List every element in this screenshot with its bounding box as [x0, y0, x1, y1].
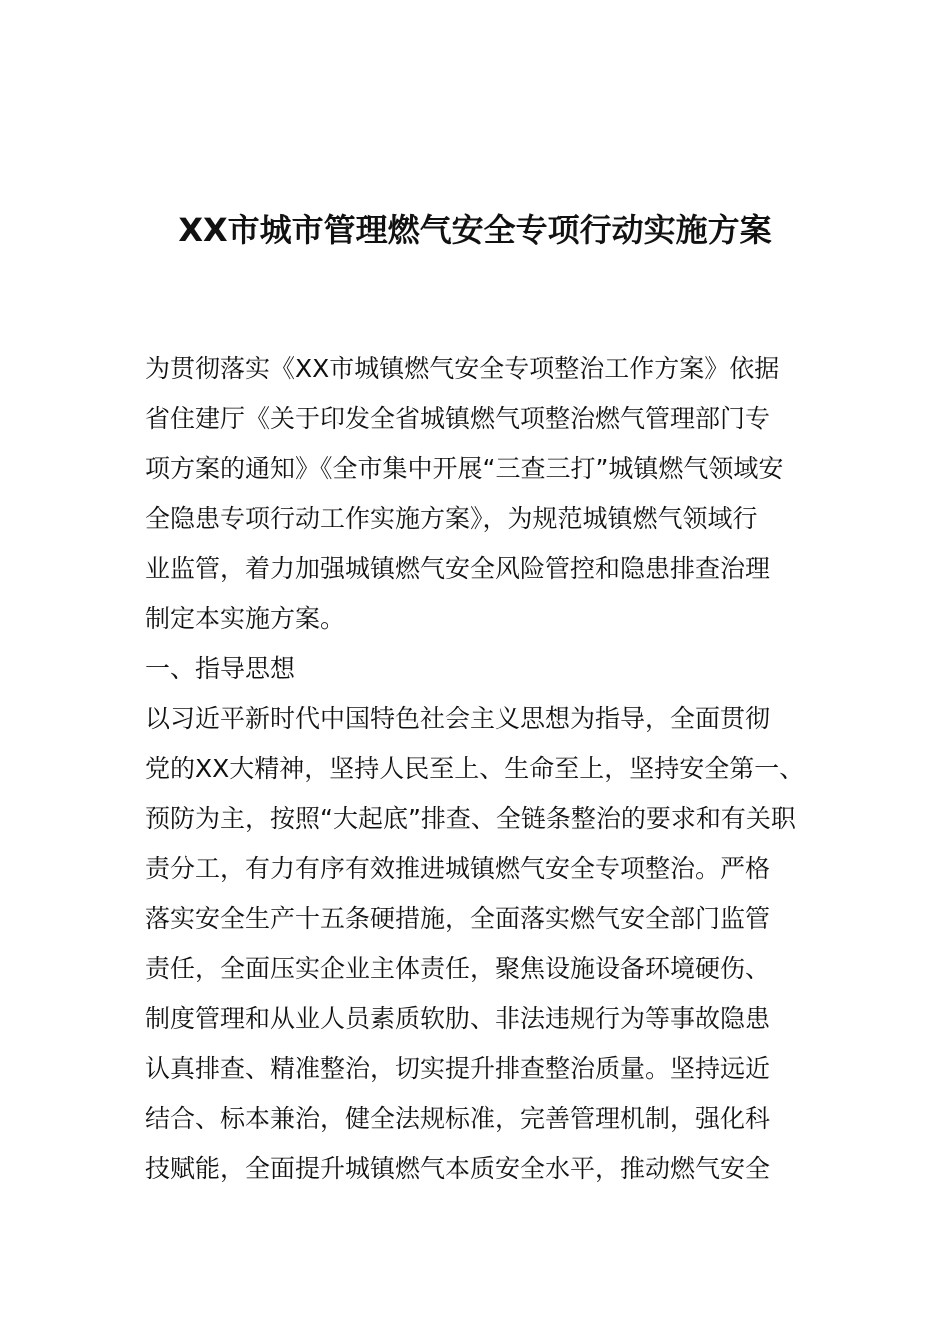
paragraph-line: 制定本实施方案。	[145, 604, 346, 633]
paragraph-line: 全隐患专项行动工作实施方案》，为规范城镇燃气领域行	[145, 504, 758, 533]
document-body	[145, 344, 825, 1194]
paragraph-line: 以习近平新时代中国特色社会主义思想为指导，全面贯彻	[145, 704, 771, 733]
paragraph-line: 责任，全面压实企业主体责任，聚焦设施设备环境硬伤、	[145, 954, 771, 983]
paragraph-line: 预防为主，按照“大起底”排查、全链条整治的要求和有关职	[145, 804, 796, 833]
paragraph-line: 省住建厅《关于印发全省城镇燃气项整治燃气管理部门专	[145, 404, 771, 433]
paragraph-line: 认真排查、精准整治，切实提升排查整治质量。坚持远近	[145, 1054, 771, 1083]
paragraph-line: 项方案的通知》《全市集中开展“三查三打”城镇燃气领域安	[145, 454, 784, 483]
paragraph-line: 责分工，有力有序有效推进城镇燃气安全专项整治。严格	[145, 854, 771, 883]
section-heading: 一、指导思想	[145, 654, 296, 683]
document-title: XX市城市管理燃气安全专项行动实施方案	[178, 211, 772, 249]
paragraph-line: 落实安全生产十五条硬措施，全面落实燃气安全部门监管	[145, 904, 771, 933]
paragraph-line: 业监管，着力加强城镇燃气安全风险管控和隐患排查治理	[145, 554, 771, 583]
paragraph-line: 党的XX大精神，坚持人民至上、生命至上，坚持安全第一、	[145, 754, 805, 783]
paragraph-line: 制度管理和从业人员素质软肋、非法违规行为等事故隐患	[145, 1004, 771, 1033]
paragraph-line: 为贯彻落实《XX市城镇燃气安全专项整治工作方案》依据	[145, 354, 780, 383]
paragraph-line: 结合、标本兼治，健全法规标准，完善管理机制，强化科	[145, 1104, 771, 1133]
paragraph-line: 技赋能，全面提升城镇燃气本质安全水平，推动燃气安全	[145, 1154, 771, 1183]
